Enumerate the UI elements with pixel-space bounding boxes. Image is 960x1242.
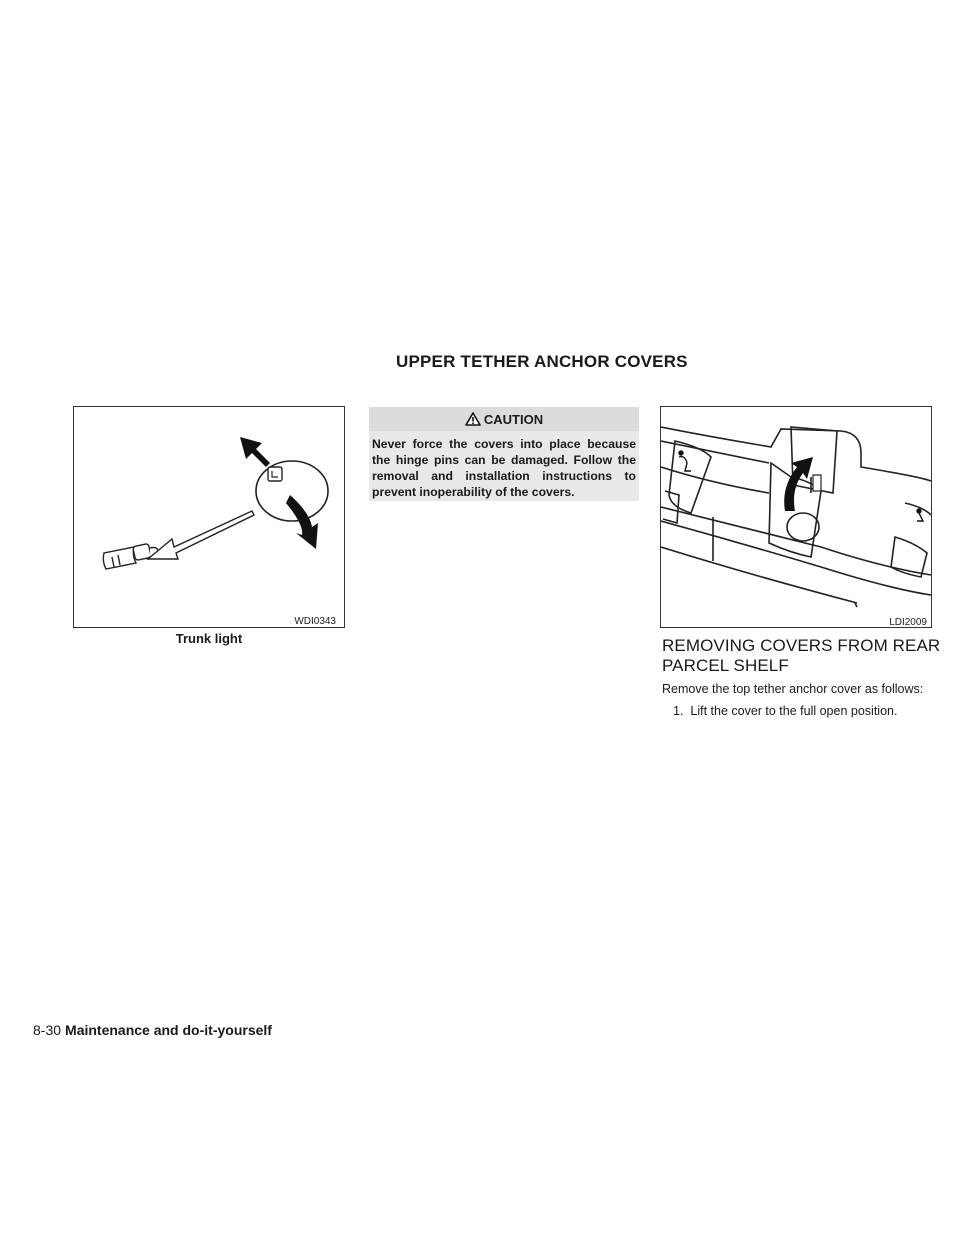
figure-left-code: WDI0343: [294, 616, 336, 627]
bulb-icon: [103, 543, 158, 569]
subsection-intro: Remove the top tether anchor cover as follows:: [662, 682, 924, 696]
lift-arrow: [784, 457, 813, 511]
tether-anchor-symbol-left: [679, 451, 691, 471]
caution-text: Never force the covers into place because the hinge pins can be damaged. Follow the removal and installation instructions to prevent inoperability of the covers.: [369, 431, 639, 501]
figure-tether-anchor-cover: [660, 406, 932, 628]
caution-header: [369, 407, 639, 431]
subsection-heading: REMOVING COVERS FROM REAR PARCEL SHELF: [662, 636, 941, 675]
caution-title: CAUTION: [483, 411, 544, 427]
section-title: UPPER TETHER ANCHOR COVERS: [396, 352, 688, 371]
tether-anchor-symbol-right: [917, 509, 923, 521]
step-1: 1. Lift the cover to the full open position.: [673, 704, 898, 718]
arrow-up: [240, 437, 270, 467]
pointer-arrow: [148, 511, 254, 559]
page-number: 8-30: [33, 1022, 62, 1038]
figure-left-caption: Trunk light: [175, 631, 243, 646]
lens-cover: [256, 461, 328, 521]
chapter-title: Maintenance and do-it-yourself: [65, 1022, 272, 1038]
figure-right-code: LDI2009: [889, 617, 927, 627]
page-footer: [33, 1022, 272, 1038]
figure-trunk-light: [73, 406, 345, 628]
warning-icon: [465, 412, 481, 426]
tether-cover-illustration: [661, 407, 931, 627]
trunk-light-illustration: [74, 407, 344, 627]
